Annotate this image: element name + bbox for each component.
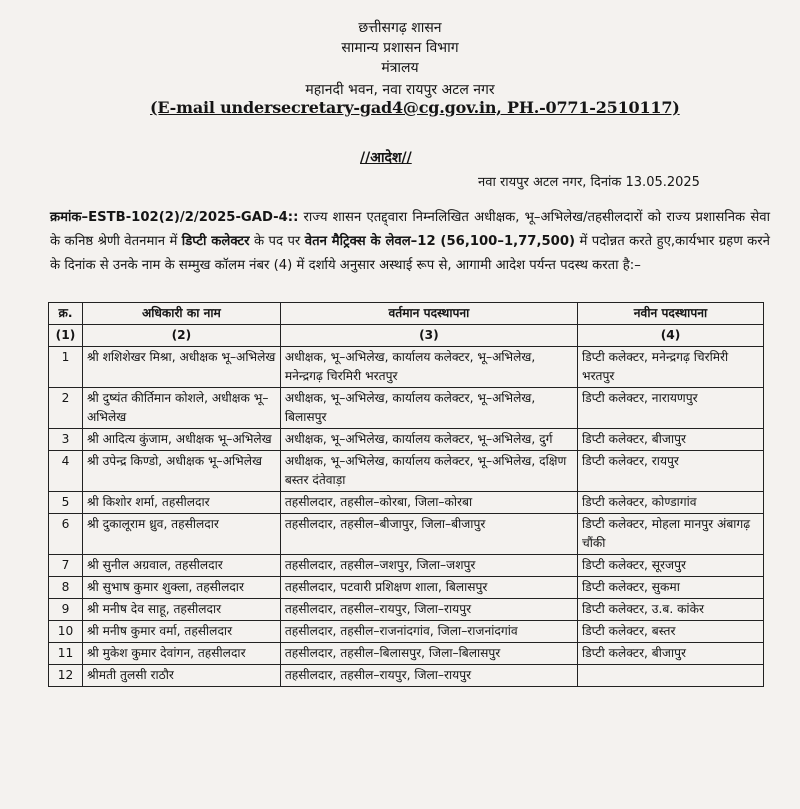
office-name: मंत्रालय (381, 60, 419, 76)
para-text-2: के पद पर (249, 234, 305, 249)
current-posting-cell: तहसीलदार, तहसील–कोरबा, जिला–कोरबा (280, 492, 577, 514)
new-posting-cell: डिप्टी कलेक्टर, रायपुर (578, 451, 764, 492)
table-row (49, 599, 764, 621)
col-number: (3) (280, 325, 577, 347)
table-row (49, 665, 764, 687)
order-paragraph (50, 206, 770, 278)
new-posting-cell: डिप्टी कलेक्टर, मनेन्द्रगढ़ चिरमिरी भरतपुर (578, 347, 764, 388)
new-posting-cell: डिप्टी कलेक्टर, मोहला मानपुर अंबागढ़ चौंकी (578, 514, 764, 555)
table-row (49, 429, 764, 451)
serial-cell: 10 (49, 621, 83, 643)
new-posting-cell: डिप्टी कलेक्टर, बीजापुर (578, 643, 764, 665)
serial-cell: 7 (49, 555, 83, 577)
header-officer-name: अधिकारी का नाम (82, 303, 280, 325)
new-posting-cell (578, 665, 764, 687)
new-posting-cell: डिप्टी कलेक्टर, उ.ब. कांकेर (578, 599, 764, 621)
current-posting-cell: तहसीलदार, तहसील–रायपुर, जिला–रायपुर (280, 599, 577, 621)
serial-cell: 11 (49, 643, 83, 665)
table-row (49, 514, 764, 555)
current-posting-cell: अधीक्षक, भू–अभिलेख, कार्यालय कलेक्टर, भू–अभिलेख, बिलासपुर (280, 388, 577, 429)
table-row (49, 451, 764, 492)
table-row (49, 577, 764, 599)
para-bold-2: वेतन मैट्रिक्स के लेवल–12 (56,100–1,77,500) (304, 234, 576, 249)
column-number-row (49, 325, 764, 347)
officer-name-cell: श्री शशिशेखर मिश्रा, अधीक्षक भू–अभिलेख (82, 347, 280, 388)
serial-cell: 6 (49, 514, 83, 555)
current-posting-cell: तहसीलदार, तहसील–राजनांदगांव, जिला–राजनांदगांव (280, 621, 577, 643)
table-row (49, 492, 764, 514)
officer-name-cell: श्री उपेन्द्र किण्डो, अधीक्षक भू–अभिलेख (82, 451, 280, 492)
header-current-posting: वर्तमान पदस्थापना (280, 303, 577, 325)
serial-cell: 4 (49, 451, 83, 492)
officer-name-cell: श्री मनीष देव साहू, तहसीलदार (82, 599, 280, 621)
govt-name: छत्तीसगढ़ शासन (358, 20, 442, 36)
department-name: सामान्य प्रशासन विभाग (341, 40, 459, 56)
current-posting-cell: अधीक्षक, भू–अभिलेख, कार्यालय कलेक्टर, भू–अभिलेख, दक्षिण बस्तर दंतेवाड़ा (280, 451, 577, 492)
officer-name-cell: श्री किशोर शर्मा, तहसीलदार (82, 492, 280, 514)
new-posting-cell: डिप्टी कलेक्टर, बस्तर (578, 621, 764, 643)
current-posting-cell: तहसीलदार, तहसील–बिलासपुर, जिला–बिलासपुर (280, 643, 577, 665)
col-number: (2) (82, 325, 280, 347)
address: महानदी भवन, नवा रायपुर अटल नगर (305, 82, 495, 98)
serial-cell: 12 (49, 665, 83, 687)
header-new-posting: नवीन पदस्थापना (578, 303, 764, 325)
serial-cell: 2 (49, 388, 83, 429)
new-posting-cell: डिप्टी कलेक्टर, सूरजपुर (578, 555, 764, 577)
table-body (49, 347, 764, 687)
new-posting-cell: डिप्टी कलेक्टर, नारायणपुर (578, 388, 764, 429)
serial-cell: 8 (49, 577, 83, 599)
table-row (49, 555, 764, 577)
officer-name-cell: श्रीमती तुलसी राठौर (82, 665, 280, 687)
officer-name-cell: श्री दुकालूराम ध्रुव, तहसीलदार (82, 514, 280, 555)
current-posting-cell: अधीक्षक, भू–अभिलेख, कार्यालय कलेक्टर, भू–अभिलेख, दुर्ग (280, 429, 577, 451)
officer-name-cell: श्री सुनील अग्रवाल, तहसीलदार (82, 555, 280, 577)
order-title: //आदेश// (360, 150, 412, 166)
order-ref: क्रमांक–ESTB-102(2)/2/2025-GAD-4:: (50, 210, 299, 225)
officer-name-cell: श्री आदित्य कुंजाम, अधीक्षक भू–अभिलेख (82, 429, 280, 451)
table-row (49, 388, 764, 429)
serial-cell: 5 (49, 492, 83, 514)
officer-name-cell: श्री मनीष कुमार वर्मा, तहसीलदार (82, 621, 280, 643)
col-number: (1) (49, 325, 83, 347)
current-posting-cell: तहसीलदार, तहसील–रायपुर, जिला–रायपुर (280, 665, 577, 687)
current-posting-cell: अधीक्षक, भू–अभिलेख, कार्यालय कलेक्टर, भू–अभिलेख, मनेन्द्रगढ़ चिरमिरी भरतपुर (280, 347, 577, 388)
contact-info: (E-mail undersecretary-gad4@cg.gov.in, PH.-0771-2510117) (150, 98, 680, 117)
officer-name-cell: श्री दुष्यंत कीर्तिमान कोशले, अधीक्षक भू–अभिलेख (82, 388, 280, 429)
current-posting-cell: तहसीलदार, पटवारी प्रशिक्षण शाला, बिलासपुर (280, 577, 577, 599)
para-text-1: राज्य शासन एतद्द्वारा निम्नलिखित अधीक्षक, भू–अभिलेख/तहसीलदारों को राज्य प्रशासनिक सेवा के कनिष्ठ श्रेणी वेतनमान में (50, 210, 770, 249)
serial-cell: 1 (49, 347, 83, 388)
header-serial: क्र. (49, 303, 83, 325)
para-text-3: में पदोन्नत करते हुए,कार्यभार ग्रहण करने के दिनांक से उनके नाम के सम्मुख कॉलम नंबर (4) में दर्शाये अनुसार अस्थाई रूप से, आगामी आदेश पर्यन्त पदस्थ करता है:– (50, 234, 770, 273)
new-posting-cell: डिप्टी कलेक्टर, कोण्डागांव (578, 492, 764, 514)
posting-table (48, 302, 764, 687)
serial-cell: 9 (49, 599, 83, 621)
col-number: (4) (578, 325, 764, 347)
new-posting-cell: डिप्टी कलेक्टर, बीजापुर (578, 429, 764, 451)
current-posting-cell: तहसीलदार, तहसील–जशपुर, जिला–जशपुर (280, 555, 577, 577)
table-row (49, 347, 764, 388)
officer-name-cell: श्री मुकेश कुमार देवांगन, तहसीलदार (82, 643, 280, 665)
officer-name-cell: श्री सुभाष कुमार शुक्ला, तहसीलदार (82, 577, 280, 599)
table-row (49, 621, 764, 643)
table-row (49, 643, 764, 665)
serial-cell: 3 (49, 429, 83, 451)
new-posting-cell: डिप्टी कलेक्टर, सुकमा (578, 577, 764, 599)
current-posting-cell: तहसीलदार, तहसील–बीजापुर, जिला–बीजापुर (280, 514, 577, 555)
para-bold-1: डिप्टी कलेक्टर (181, 234, 250, 249)
place-date: नवा रायपुर अटल नगर, दिनांक 13.05.2025 (478, 175, 700, 190)
table-header-row (49, 303, 764, 325)
